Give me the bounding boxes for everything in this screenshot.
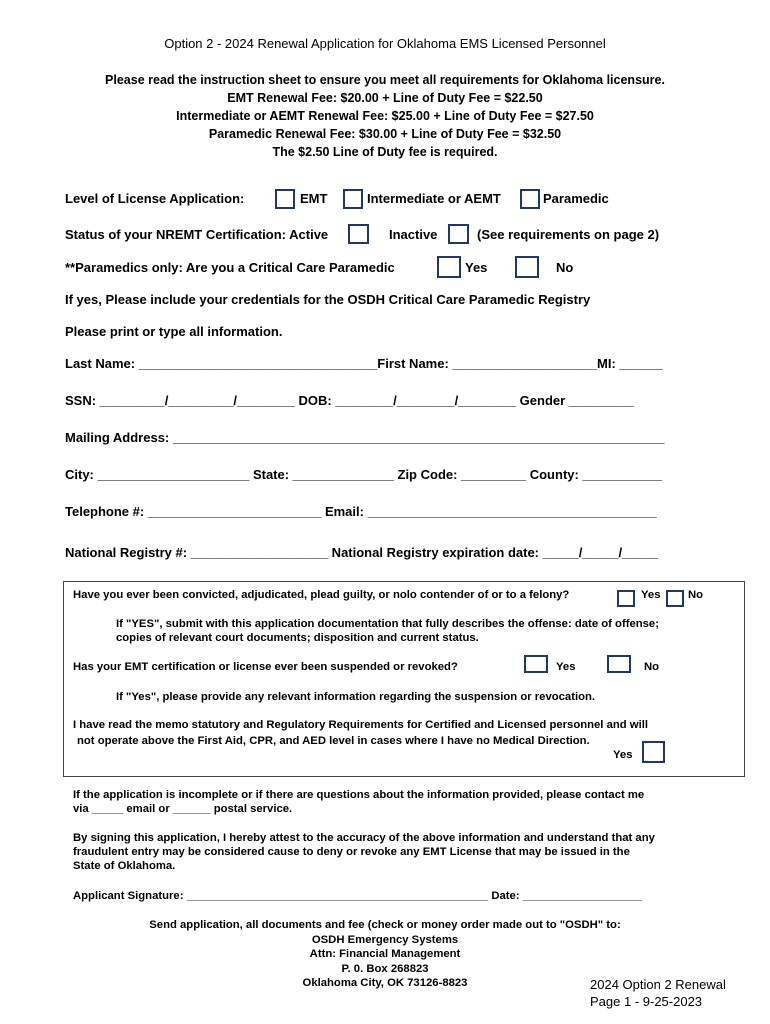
print-note: Please print or type all information. bbox=[65, 324, 283, 339]
attest-line3: State of Oklahoma. bbox=[73, 860, 176, 872]
paramedic-fee-line: Paramedic Renewal Fee: $30.00 + Line of Duty Fee = $32.50 bbox=[208, 127, 562, 141]
attest-line1: By signing this application, I hereby attest to the accuracy of the above information and understand that any bbox=[73, 832, 655, 844]
emt-option-label: EMT bbox=[300, 191, 328, 206]
contact-note-line1: If the application is incomplete or if there are questions about the information provided, please contact me bbox=[73, 789, 645, 801]
city-state-zip-line[interactable]: City: _____________________ State: ______________ Zip Code: _________ County: ___________ bbox=[65, 467, 662, 482]
felony-yes-checkbox[interactable] bbox=[617, 590, 635, 607]
mail-instruction-line: Send application, all documents and fee (check or money order made out to "OSDH" to: bbox=[149, 919, 621, 931]
critical-care-yes-label: Yes bbox=[465, 260, 488, 275]
aemt-checkbox[interactable] bbox=[343, 189, 363, 209]
suspended-no-checkbox[interactable] bbox=[607, 655, 631, 673]
phone-email-line[interactable]: Telephone #: ________________________ Email: ________________________________________ bbox=[65, 504, 657, 519]
line-of-duty-note: The $2.50 Line of Duty fee is required. bbox=[272, 145, 498, 159]
felony-no-label: No bbox=[688, 589, 704, 601]
memo-yes-label: Yes bbox=[613, 749, 633, 761]
suspended-yes-checkbox[interactable] bbox=[524, 655, 548, 673]
nremt-inactive-label: Inactive bbox=[389, 227, 438, 242]
mail-attention: Attn: Financial Management bbox=[309, 948, 461, 960]
suspended-question: Has your EMT certification or license ever been suspended or revoked? bbox=[73, 661, 458, 673]
nremt-note: (See requirements on page 2) bbox=[477, 227, 660, 242]
mailing-address-line[interactable]: Mailing Address: ____________________________________________________________________ bbox=[65, 430, 665, 445]
suspended-no-label: No bbox=[644, 661, 660, 673]
suspended-note: If "Yes", please provide any relevant information regarding the suspension or revocation. bbox=[116, 691, 596, 703]
emt-fee-line: EMT Renewal Fee: $20.00 + Line of Duty Fee = $22.50 bbox=[227, 91, 543, 105]
credentials-note: If yes, Please include your credentials for the OSDH Critical Care Paramedic Registry bbox=[65, 292, 591, 307]
attest-line2: fraudulent entry may be considered cause to deny or revoke any EMT License that may be issued in the bbox=[73, 846, 630, 858]
felony-question: Have you ever been convicted, adjudicated, plead guilty, or nolo contender of or to a felony? bbox=[73, 589, 570, 601]
instruction-line: Please read the instruction sheet to ensure you meet all requirements for Oklahoma licensure. bbox=[105, 73, 665, 87]
felony-yes-label: Yes bbox=[641, 589, 661, 601]
memo-yes-checkbox[interactable] bbox=[642, 741, 665, 763]
critical-care-question: **Paramedics only: Are you a Critical Care Paramedic bbox=[65, 260, 395, 275]
ssn-dob-gender-line[interactable]: SSN: _________/_________/________ DOB: ________/________/________ Gender _________ bbox=[65, 393, 634, 408]
national-registry-line[interactable]: National Registry #: ___________________ National Registry expiration date: _____/_____/_____ bbox=[65, 545, 659, 560]
mail-po-box: P. 0. Box 268823 bbox=[341, 962, 429, 975]
form-title: Option 2 - 2024 Renewal Application for Oklahoma EMS Licensed Personnel bbox=[164, 36, 606, 51]
emt-checkbox[interactable] bbox=[275, 189, 295, 209]
nremt-status-label: Status of your NREMT Certification: Active bbox=[65, 227, 329, 242]
felony-note-line2: copies of relevant court documents; disposition and current status. bbox=[116, 632, 479, 644]
mail-city: Oklahoma City, OK 73126-8823 bbox=[302, 977, 468, 989]
memo-statement-line1: I have read the memo statutory and Regulatory Requirements for Certified and Licensed personnel and will bbox=[73, 719, 649, 731]
critical-care-no-checkbox[interactable] bbox=[515, 256, 539, 278]
memo-statement-line2: not operate above the First Aid, CPR, and AED level in cases where I have no Medical Direction. bbox=[77, 735, 590, 747]
suspended-yes-label: Yes bbox=[556, 661, 576, 673]
paramedic-checkbox[interactable] bbox=[520, 189, 540, 209]
form-version-label: 2024 Option 2 Renewal bbox=[590, 977, 726, 992]
signature-date-line[interactable]: Applicant Signature: ________________________________________________ Date: ___________________ bbox=[73, 890, 643, 902]
critical-care-yes-checkbox[interactable] bbox=[437, 256, 461, 278]
critical-care-no-label: No bbox=[556, 260, 574, 275]
nremt-active-checkbox[interactable] bbox=[348, 224, 369, 244]
paramedic-option-label: Paramedic bbox=[543, 191, 609, 206]
name-field-line[interactable]: Last Name: _________________________________First Name: ____________________MI: ______ bbox=[65, 356, 663, 371]
contact-preference-line[interactable]: via _____ email or ______ postal service. bbox=[73, 803, 293, 815]
aemt-option-label: Intermediate or AEMT bbox=[367, 191, 501, 206]
instructions-block bbox=[0, 71, 770, 161]
felony-note-line1: If "YES", submit with this application documentation that fully describes the offense: date of offense; bbox=[116, 618, 659, 630]
felony-no-checkbox[interactable] bbox=[666, 590, 684, 607]
mail-recipient: OSDH Emergency Systems bbox=[311, 933, 459, 946]
nremt-inactive-checkbox[interactable] bbox=[448, 224, 469, 244]
page-number-label: Page 1 - 9-25-2023 bbox=[590, 994, 703, 1009]
license-level-label: Level of License Application: bbox=[65, 191, 245, 206]
aemt-fee-line: Intermediate or AEMT Renewal Fee: $25.00 + Line of Duty Fee = $27.50 bbox=[176, 109, 594, 123]
